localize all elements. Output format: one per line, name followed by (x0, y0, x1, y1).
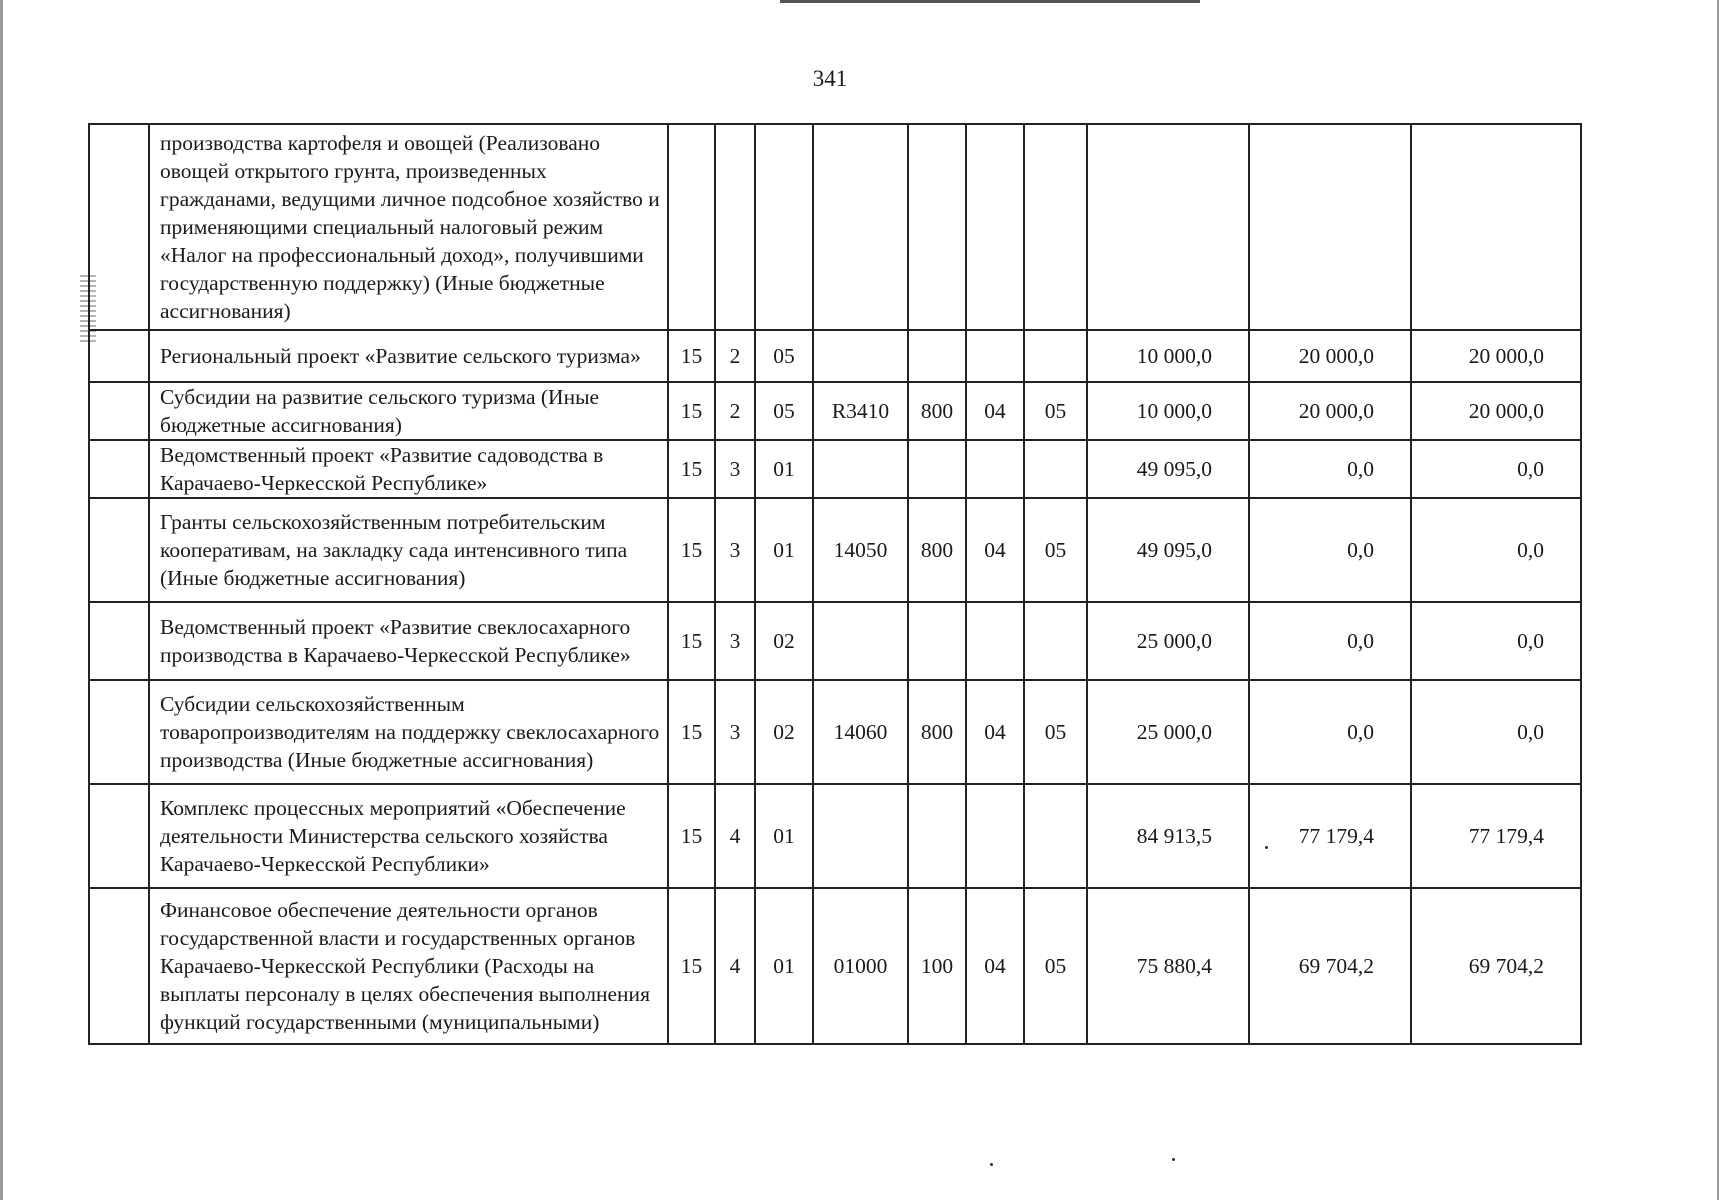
amount-year-1: 84 913,5 (1087, 784, 1249, 888)
code-section: 04 (966, 382, 1024, 440)
amount-year-2: 20 000,0 (1249, 330, 1411, 382)
amount-year-1 (1087, 124, 1249, 330)
code-expense-type: 800 (908, 382, 966, 440)
code-section (966, 330, 1024, 382)
code-section (966, 440, 1024, 498)
table-row (89, 440, 1581, 498)
row-number-cell (89, 330, 149, 382)
table-row (89, 680, 1581, 784)
code-subprogram: 3 (715, 498, 755, 602)
row-name: Субсидии сельскохозяйственным товаропроизводителям на поддержку свеклосахарного производства (Иные бюджетные ассигнования) (149, 680, 668, 784)
code-subsection (1024, 124, 1087, 330)
amount-year-3: 77 179,4 (1411, 784, 1581, 888)
code-subprogram: 3 (715, 440, 755, 498)
amount-year-2: 77 179,4 (1249, 784, 1411, 888)
code-subprogram: 4 (715, 888, 755, 1044)
code-program: 15 (668, 602, 715, 680)
budget-table (88, 123, 1582, 1045)
code-subsection: 05 (1024, 498, 1087, 602)
row-number-cell (89, 382, 149, 440)
code-direction: R3410 (813, 382, 908, 440)
code-program: 15 (668, 680, 715, 784)
code-expense-type (908, 784, 966, 888)
amount-year-3: 0,0 (1411, 440, 1581, 498)
code-subprogram: 2 (715, 382, 755, 440)
code-direction (813, 602, 908, 680)
code-section: 04 (966, 888, 1024, 1044)
code-program: 15 (668, 888, 715, 1044)
code-program: 15 (668, 498, 715, 602)
amount-year-2: 0,0 (1249, 680, 1411, 784)
amount-year-1: 25 000,0 (1087, 680, 1249, 784)
code-expense-type (908, 124, 966, 330)
code-subprogram: 3 (715, 680, 755, 784)
amount-year-3: 20 000,0 (1411, 330, 1581, 382)
table-row (89, 124, 1581, 330)
code-subsection (1024, 602, 1087, 680)
amount-year-1: 10 000,0 (1087, 330, 1249, 382)
code-expense-type (908, 440, 966, 498)
code-direction: 14060 (813, 680, 908, 784)
amount-year-1: 75 880,4 (1087, 888, 1249, 1044)
amount-year-2: 0,0 (1249, 602, 1411, 680)
code-direction (813, 784, 908, 888)
table-row (89, 382, 1581, 440)
row-number-cell (89, 888, 149, 1044)
row-number-cell (89, 602, 149, 680)
code-program: 15 (668, 330, 715, 382)
code-direction: 01000 (813, 888, 908, 1044)
code-direction: 14050 (813, 498, 908, 602)
code-event: 05 (755, 330, 813, 382)
page-number: 341 (812, 66, 848, 91)
code-subprogram: 3 (715, 602, 755, 680)
code-subsection (1024, 784, 1087, 888)
amount-year-2: 0,0 (1249, 498, 1411, 602)
row-number-cell (89, 784, 149, 888)
code-event: 01 (755, 888, 813, 1044)
row-name: Гранты сельскохозяйственным потребительским кооперативам, на закладку сада интенсивного типа (Иные бюджетные ассигнования) (149, 498, 668, 602)
code-section (966, 784, 1024, 888)
code-expense-type (908, 330, 966, 382)
amount-year-3: 0,0 (1411, 602, 1581, 680)
code-subprogram: 4 (715, 784, 755, 888)
code-subprogram (715, 124, 755, 330)
row-name: Региональный проект «Развитие сельского туризма» (149, 330, 668, 382)
code-subsection: 05 (1024, 680, 1087, 784)
scan-left-edge (0, 0, 3, 1200)
table-row (89, 498, 1581, 602)
code-event: 01 (755, 498, 813, 602)
code-event: 01 (755, 440, 813, 498)
code-expense-type (908, 602, 966, 680)
amount-year-1: 49 095,0 (1087, 498, 1249, 602)
code-expense-type: 100 (908, 888, 966, 1044)
row-number-cell (89, 498, 149, 602)
code-event: 01 (755, 784, 813, 888)
code-program: 15 (668, 382, 715, 440)
row-number-cell (89, 440, 149, 498)
code-expense-type: 800 (908, 498, 966, 602)
code-event (755, 124, 813, 330)
code-section (966, 602, 1024, 680)
code-section: 04 (966, 498, 1024, 602)
scan-speck (990, 1163, 993, 1166)
amount-year-1: 49 095,0 (1087, 440, 1249, 498)
code-program: 15 (668, 784, 715, 888)
row-name: Финансовое обеспечение деятельности органов государственной власти и государственных органов Карачаево-Черкесской Республики (Расходы на выплаты персоналу в целях обеспечения выполнения функций государственными (муниципальными) (149, 888, 668, 1044)
code-expense-type: 800 (908, 680, 966, 784)
code-direction (813, 124, 908, 330)
amount-year-2: 20 000,0 (1249, 382, 1411, 440)
row-name: Комплекс процессных мероприятий «Обеспечение деятельности Министерства сельского хозяйства Карачаево-Черкесской Республики» (149, 784, 668, 888)
amount-year-3: 0,0 (1411, 680, 1581, 784)
code-section: 04 (966, 680, 1024, 784)
amount-year-3: 20 000,0 (1411, 382, 1581, 440)
code-subsection: 05 (1024, 382, 1087, 440)
amount-year-1: 10 000,0 (1087, 382, 1249, 440)
code-subsection (1024, 330, 1087, 382)
amount-year-2: 69 704,2 (1249, 888, 1411, 1044)
row-name: Субсидии на развитие сельского туризма (Иные бюджетные ассигнования) (149, 382, 668, 440)
amount-year-2: 0,0 (1249, 440, 1411, 498)
code-event: 02 (755, 602, 813, 680)
scan-speck (1172, 1158, 1175, 1161)
code-subsection: 05 (1024, 888, 1087, 1044)
table-row (89, 888, 1581, 1044)
code-program (668, 124, 715, 330)
code-program: 15 (668, 440, 715, 498)
amount-year-3 (1411, 124, 1581, 330)
amount-year-3: 0,0 (1411, 498, 1581, 602)
row-name: производства картофеля и овощей (Реализовано овощей открытого грунта, произведенных гражданами, ведущими личное подсобное хозяйство и применяющими специальный налоговый режим «Налог на профессиональный доход», получившими государственную поддержку) (Иные бюджетные ассигнования) (149, 124, 668, 330)
code-subprogram: 2 (715, 330, 755, 382)
code-subsection (1024, 440, 1087, 498)
table-row (89, 330, 1581, 382)
code-section (966, 124, 1024, 330)
code-direction (813, 330, 908, 382)
amount-year-2 (1249, 124, 1411, 330)
row-number-cell (89, 680, 149, 784)
row-name: Ведомственный проект «Развитие свеклосахарного производства в Карачаево-Черкесской Республике» (149, 602, 668, 680)
table-row (89, 602, 1581, 680)
scan-artifact-line (780, 0, 1200, 3)
amount-year-1: 25 000,0 (1087, 602, 1249, 680)
row-name: Ведомственный проект «Развитие садоводства в Карачаево-Черкесской Республике» (149, 440, 668, 498)
amount-year-3: 69 704,2 (1411, 888, 1581, 1044)
code-event: 02 (755, 680, 813, 784)
table-row (89, 784, 1581, 888)
code-event: 05 (755, 382, 813, 440)
row-number-cell (89, 124, 149, 330)
code-direction (813, 440, 908, 498)
